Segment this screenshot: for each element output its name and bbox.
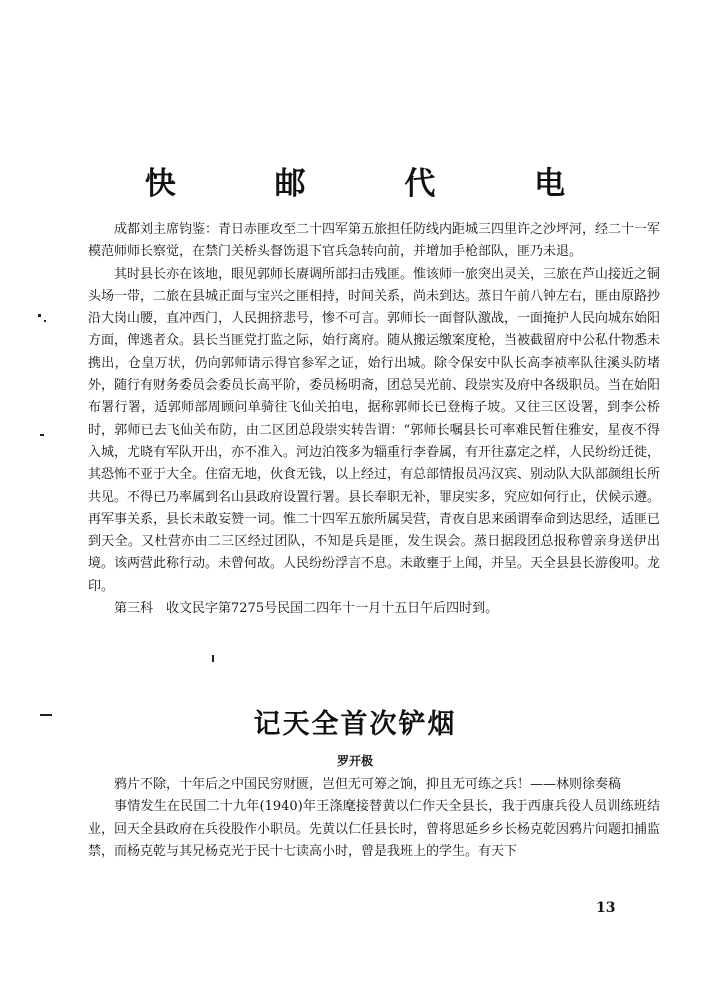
page-number: 13 (596, 900, 616, 916)
scan-speck (38, 314, 41, 317)
scan-speck (40, 434, 44, 436)
scan-speck (212, 655, 214, 662)
article1-paragraph: 第三科 收文民字第7275号民国二四年十一月十五日午后四时到。 (114, 601, 499, 617)
article1-title: 快 邮 代 电 (144, 166, 610, 202)
epigraph: 鸦片不除，十年后之中国民穷财匮，岂但无可筹之饷，抑且无可练之兵！——林则徐奏稿 (114, 777, 622, 792)
scan-speck (44, 320, 46, 322)
scan-speck (40, 714, 52, 716)
article2-title: 记天全首次铲烟 (253, 709, 457, 740)
article2-paragraph: 事情发生在民国二十九年(1940)年王涤麾接替黄以仁作天全县长，我于西康兵役人员训练班结业，回天全县政府在兵役股作小职员。先黄以仁任县长时，曾将思延乡乡长杨克乾因鸦片问题扣捕监禁，而杨克乾与其兄杨克光于民十七读高小时，曾是我班上的学生。有天下 (88, 799, 661, 859)
article2-author: 罗开极 (336, 754, 373, 768)
article1-body (88, 219, 660, 620)
article1-paragraph: 成都刘主席钧鉴：青日赤匪攻至二十四军第五旅担任防线内距城三四里许之沙坪河，经二十一军模范师师长察觉，在禁门关桥头督饬退下官兵急转向前，并增加手枪部队，匪乃未退。 (88, 222, 661, 260)
article1-paragraph: 其时县长亦在该地，眼见郭师长赓调所部扫击残匪。惟该师一旅突出灵关，三旅在芦山接近之铜头场一带，二旅在县城正面与宝兴之匪相持，时间关系，尚未到达。蒸日午前八钟左右，匪由原路抄沿大岗山腰，直冲西门，人民拥挤悲号，惨不可言。郭师长一面督队激战，一面掩护人民向城东始阳方面，俾逃者众。县长当匪党打监之际，始行离府。随从搬运缴案度枪，当被截留府中公私什物悉未携出，仓皇万状，仍向郭师请示得官参军之证，始行出城。除令保安中队长高李祯率队往溪头防堵外，随行有财务委员会委员长高平阶，委员杨明斋，团总吴光前、段崇实及府中各级职员。当在始阳布署行署，适郭师部周顾问单骑往飞仙关拍电，据称郭师长已登梅子坡。又往三区设署，到李公桥时，郭师已去飞仙关布防，由二区团总段崇实转告谓：“郭师长嘱县长可率难民暂住雅安，星夜不得入城，尤晓有军队开出，亦不准入。河边泊筏多为辎重行李眷属，有开往嘉定之样，人民纷纷迁徙，其恐怖不亚于大全。住宿无地，伙食无钱，以上经过，有总部情报员冯汉宾、别动队大队部颜组长所共见。不得已乃率属到名山县政府设置行署。县长奉职无补，罪戾实多，究应如何行止，伏候示遵。再军事关系，县长未敢妄赞一词。惟二十四军五旅所属吴营，青夜自思来函谓奉命到达思经，适匪已到天全。又杜营亦由二三区经过团队，不知是兵是匪，发生误会。蒸日据段团总报称曾亲身送伊出境。该两营此称行动。未曾何故。人民纷纷浮言不息。未敢壅于上闻，并呈。天全县县长游俊叩。龙印。 (88, 266, 661, 594)
article2-body (88, 774, 660, 863)
